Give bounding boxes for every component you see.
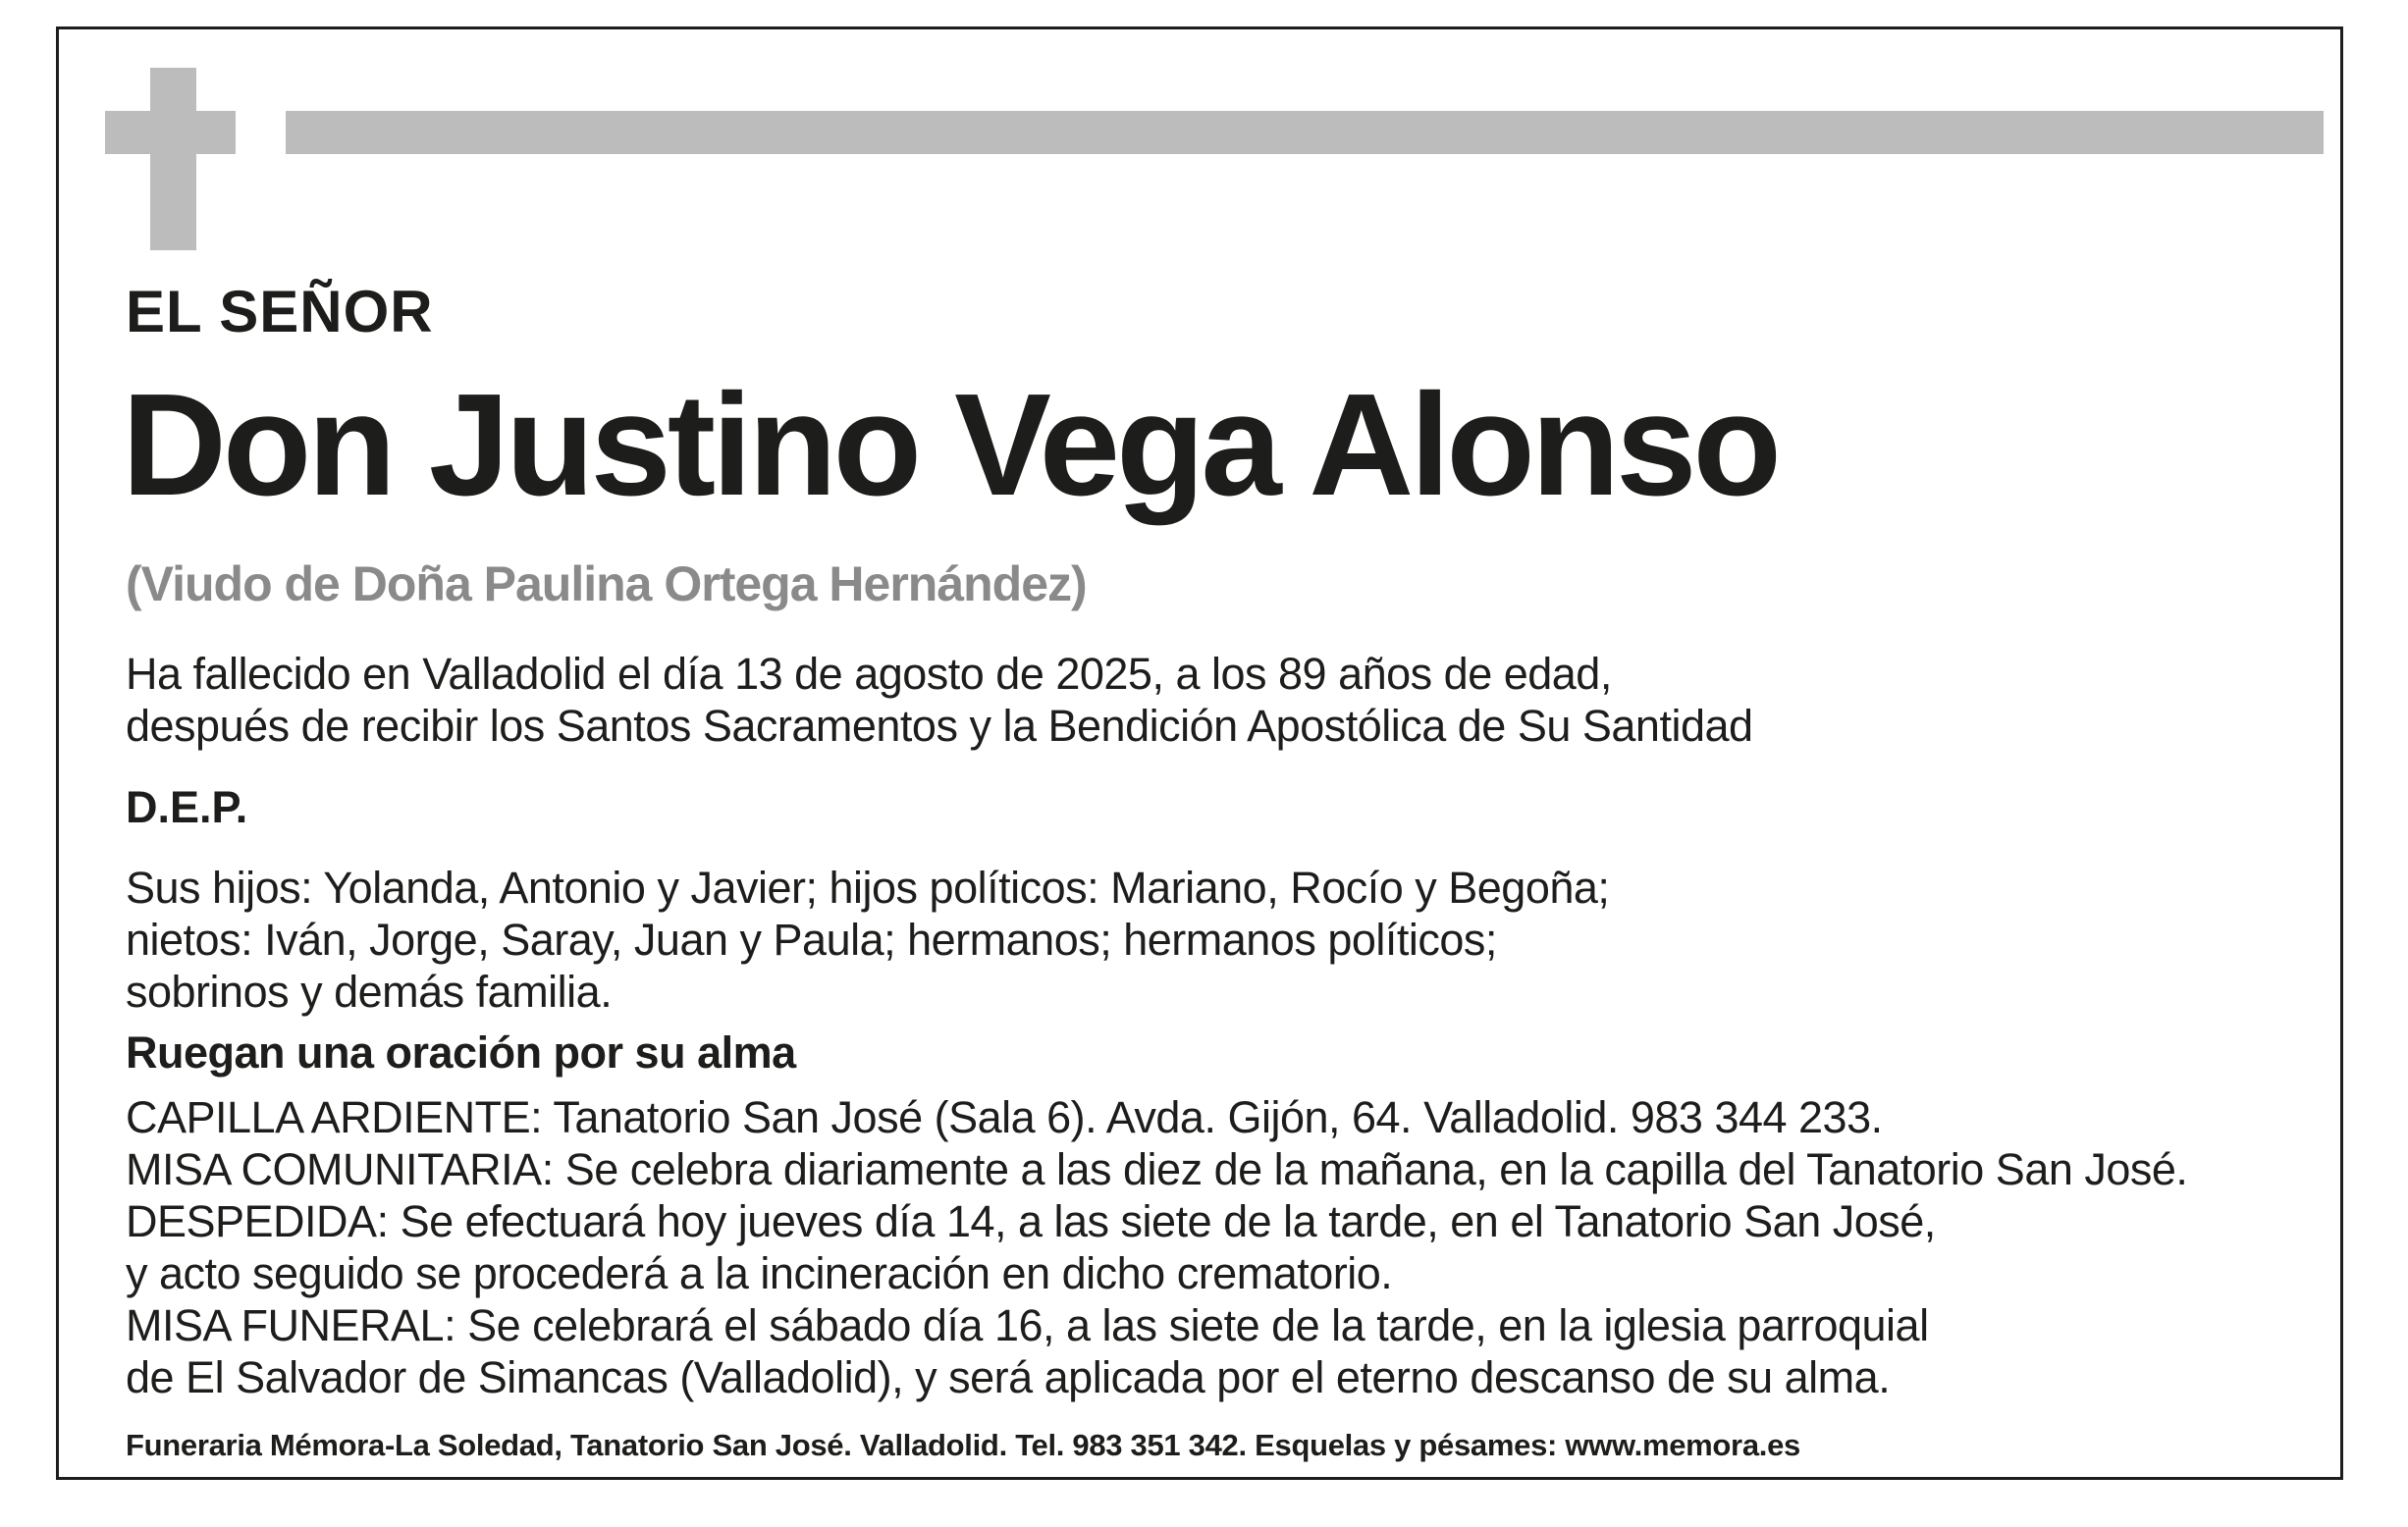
- header-bar: [286, 111, 2324, 154]
- family-line: sobrinos y demás familia.: [126, 967, 613, 1017]
- title-label: EL SEÑOR: [126, 279, 434, 344]
- dep-label: D.E.P.: [126, 782, 248, 832]
- family-line: Sus hijos: Yolanda, Antonio y Javier; hijos políticos: Mariano, Rocío y Begoña;: [126, 863, 1610, 913]
- service-line: MISA FUNERAL: Se celebrará el sábado día 16, a las siete de la tarde, en la iglesia parroquial: [126, 1300, 1929, 1350]
- service-line: de El Salvador de Simancas (Valladolid), y será aplicada por el eterno descanso de su alma.: [126, 1352, 1891, 1402]
- service-line: y acto seguido se procederá a la incineración en dicho crematorio.: [126, 1248, 1393, 1298]
- funeral-home-footer: Funeraria Mémora-La Soledad, Tanatorio San José. Valladolid. Tel. 983 351 342. Esquelas y pésames: www.memora.es: [126, 1428, 1800, 1462]
- family-line: nietos: Iván, Jorge, Saray, Juan y Paula; hermanos; hermanos políticos;: [126, 915, 1497, 965]
- service-line: MISA COMUNITARIA: Se celebra diariamente a las diez de la mañana, en la capilla del Tanatorio San José.: [126, 1144, 2188, 1194]
- prayer-request: Ruegan una oración por su alma: [126, 1027, 796, 1078]
- death-notice-line: después de recibir los Santos Sacramentos y la Bendición Apostólica de Su Santidad: [126, 701, 1753, 751]
- cross-icon: [150, 68, 196, 250]
- death-notice-line: Ha fallecido en Valladolid el día 13 de agosto de 2025, a los 89 años de edad,: [126, 649, 1612, 699]
- widow-note: (Viudo de Doña Paulina Ortega Hernández): [126, 556, 1087, 611]
- service-line: DESPEDIDA: Se efectuará hoy jueves día 14, a las siete de la tarde, en el Tanatorio San José,: [126, 1196, 1936, 1246]
- cross-icon-arm: [105, 111, 236, 154]
- death-notice: [126, 648, 1753, 752]
- services-info: [126, 1091, 2187, 1403]
- service-line: CAPILLA ARDIENTE: Tanatorio San José (Sala 6). Avda. Gijón, 64. Valladolid. 983 344 233.: [126, 1092, 1883, 1142]
- deceased-name: Don Justino Vega Alonso: [122, 364, 1778, 526]
- family-list: [126, 862, 1609, 1018]
